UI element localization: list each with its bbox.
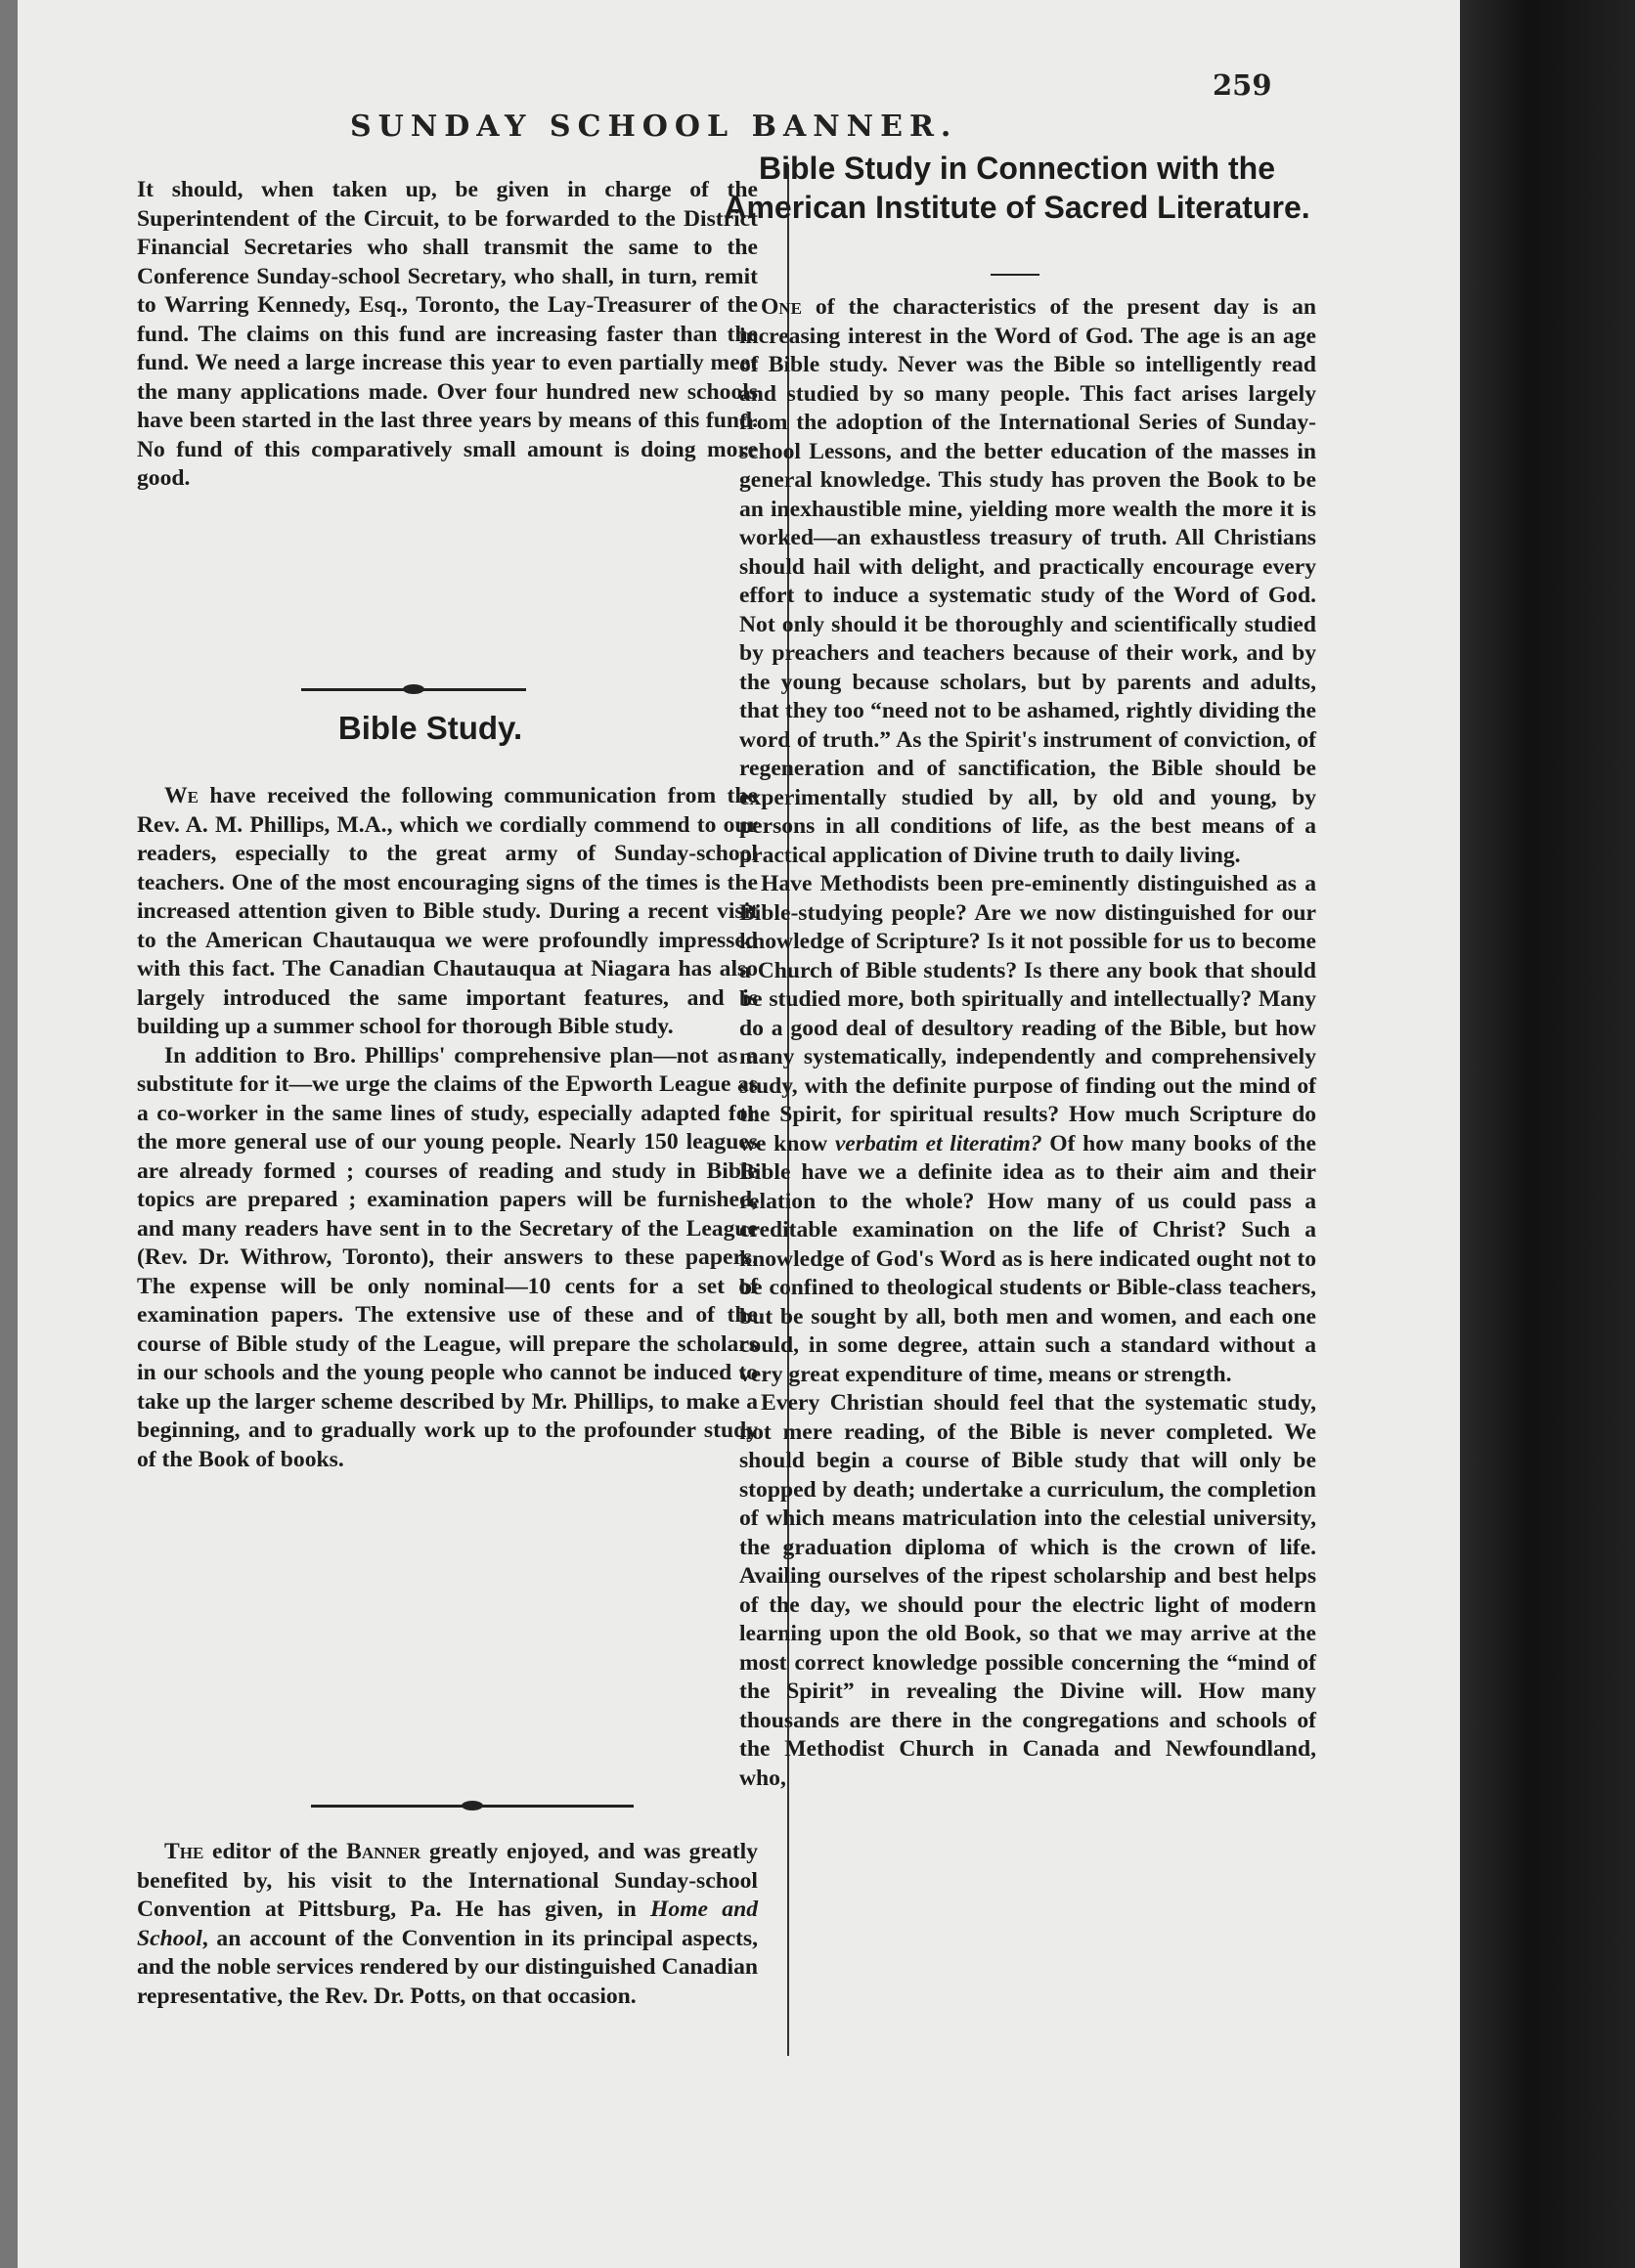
drop-lead-we: We — [164, 783, 199, 808]
left-paragraph-2 — [137, 782, 758, 1042]
right-paragraph-2-text-b: Of how many books of the Bible have we a definite idea as to their aim and their relation to the whole? How many of us could pass a creditable examination on the life of Christ? Such a knowledge of God's Word as is here indicated ought not to be confined to theological students or Bible-class teachers, but be sought by all, both men and women, and each one could, in some degree, attain such a standard without a very great expenditure of time, means or strength. — [739, 1130, 1316, 1387]
right-paragraph-2 — [739, 870, 1316, 1389]
left-paragraph-4-text-b: greatly enjoyed, and was greatly benefited by, his visit to the International Sunday-school Convention at Pittsburg, Pa. He has given, in — [137, 1839, 759, 1922]
right-paragraph-3: Every Christian should feel that the systematic study, not mere reading, of the Bible is never completed. We should begin a course of Bible study that will only be stopped by death; undertake a curriculum, the completion of which means matriculation into the celestial university, the graduation diploma of which is the crown of life. Availing ourselves of the ripest scholarship and best helps of the day, we should pour the electric light of modern learning upon the old Book, so that we may arrive at the most correct knowledge possible concerning the “mind of the Spirit” in revealing the Divine will. How many thousands are there in the congregations and schools of the Methodist Church in Canada and Newfoundland, who, — [739, 1390, 1316, 1791]
magazine-page — [18, 0, 1460, 2268]
right-column — [739, 293, 1316, 1793]
heading-short-rule — [991, 274, 1039, 276]
running-header-title: SUNDAY SCHOOL BANNER. — [350, 109, 958, 144]
left-paragraph-2-text: have received the following communication from the Rev. A. M. Phillips, M.A., which we cordially commend to our readers, especially to the great army of Sunday-school teachers. One of the most encouraging signs of the times is the increased attention given to Bible study. During a recent visit to the American Chautauqua we were profoundly impressed with this fact. The Canadian Chautauqua at Niagara has also largely introduced the same important features, and is building up a summer school for thorough Bible study. — [137, 783, 758, 1039]
drop-lead-the: The — [164, 1839, 204, 1864]
right-paragraph-1-text: of the characteristics of the present day is an increasing interest in the Word of God. The age is an age of Bible study. Never was the Bible so intelligently read and studied by so many people. This fact arises largely from the adoption of the International Series of Sunday-school Lessons, and the better education of the masses in general knowledge. This study has proven the Book to be an inexhaustible mine, yielding more wealth the more it is worked—an exhaustless treasury of truth. All Christians should hail with delight, and practically encourage every effort to induce a systematic study of the Word of God. Not only should it be thoroughly and scientifically studied by preachers and teachers because of their work, and by the young because scholars, but by parents and adults, that they too “need not to be ashamed, rightly dividing the word of truth.” As the Spirit's instrument of conviction, of regeneration and of sanctification, the Bible should be experimentally studied by all, by old and young, by persons in all conditions of life, as the best means of a practical application of Divine truth to daily living. — [739, 294, 1316, 868]
bible-study-heading: Bible Study. — [337, 710, 523, 746]
ornament-rule-2 — [311, 1805, 634, 1808]
drop-lead-one: One — [761, 294, 802, 320]
left-paragraph-4 — [137, 1838, 758, 2011]
left-paragraph-1: It should, when taken up, be given in charge of the Superintendent of the Circuit, to be forwarded to the District Financial Secretaries who shall transmit the same to the Conference Sunday-school Secretary, who shall, in turn, remit to Warring Kennedy, Esq., Toronto, the Lay-Treasurer of the fund. The claims on this fund are increasing faster than the fund. We need a large increase this year to even partially meet the many applications made. Over four hundred new schools have been started in the last three years by means of this fund. No fund of this comparatively small amount is doing more good. — [137, 177, 758, 491]
left-paragraph-4-text-a: editor of the — [203, 1839, 347, 1864]
home-and-school-title: Home and School — [137, 1897, 758, 1951]
page-number: 259 — [1213, 68, 1272, 102]
right-article-heading: Bible Study in Connection with the American Institute of Sacred Literature. — [724, 151, 1310, 225]
left-paragraph-3: In addition to Bro. Phillips' comprehensive plan—not as a substitute for it—we urge the claims of the Epworth League as a co-worker in the same lines of study, especially adapted for the more general use of our young people. Nearly 150 leagues are already formed ; courses of reading and study in Bible topics are prepared ; examination papers will be furnished, and many readers have sent in to the Secretary of the League (Rev. Dr. Withrow, Toronto), their answers to these papers. The expense will be only nominal—10 cents for a set of examination papers. The extensive use of these and of the course of Bible study of the League, will prepare the scholars in our schools and the young people who cannot be induced to take up the larger scheme described by Mr. Phillips, to make a beginning, and to gradually work up to the profounder study of the Book of books. — [137, 1042, 758, 1472]
banner-name: Banner — [346, 1839, 421, 1864]
book-spine-edge — [1460, 0, 1635, 2268]
page-left-edge — [0, 0, 18, 2268]
left-paragraph-4-text-c: , an account of the Convention in its principal aspects, and the noble services rendered by our distinguished Canadian representative, the Rev. Dr. Potts, on that occasion. — [137, 1925, 758, 2009]
ornament-rule-1 — [301, 688, 526, 691]
left-column — [137, 176, 758, 679]
latin-phrase: verbatim et literatim? — [834, 1130, 1042, 1156]
left-column-body — [137, 782, 758, 1474]
left-column-closing — [137, 1838, 758, 2011]
right-paragraph-2-text-a: Have Methodists been pre-eminently distinguished as a Bible-studying people? Are we now distinguished for our knowledge of Scripture? Is it not possible for us to become a Church of Bible students? Is there any book that should be studied more, both spiritually and intellectually? Many do a good deal of desultory reading of the Bible, but how many systematically, independently and comprehensively study, with the definite purpose of finding out the mind of the Spirit, for spiritual results? How much Scripture do we know — [739, 871, 1316, 1156]
right-paragraph-1 — [739, 293, 1316, 870]
